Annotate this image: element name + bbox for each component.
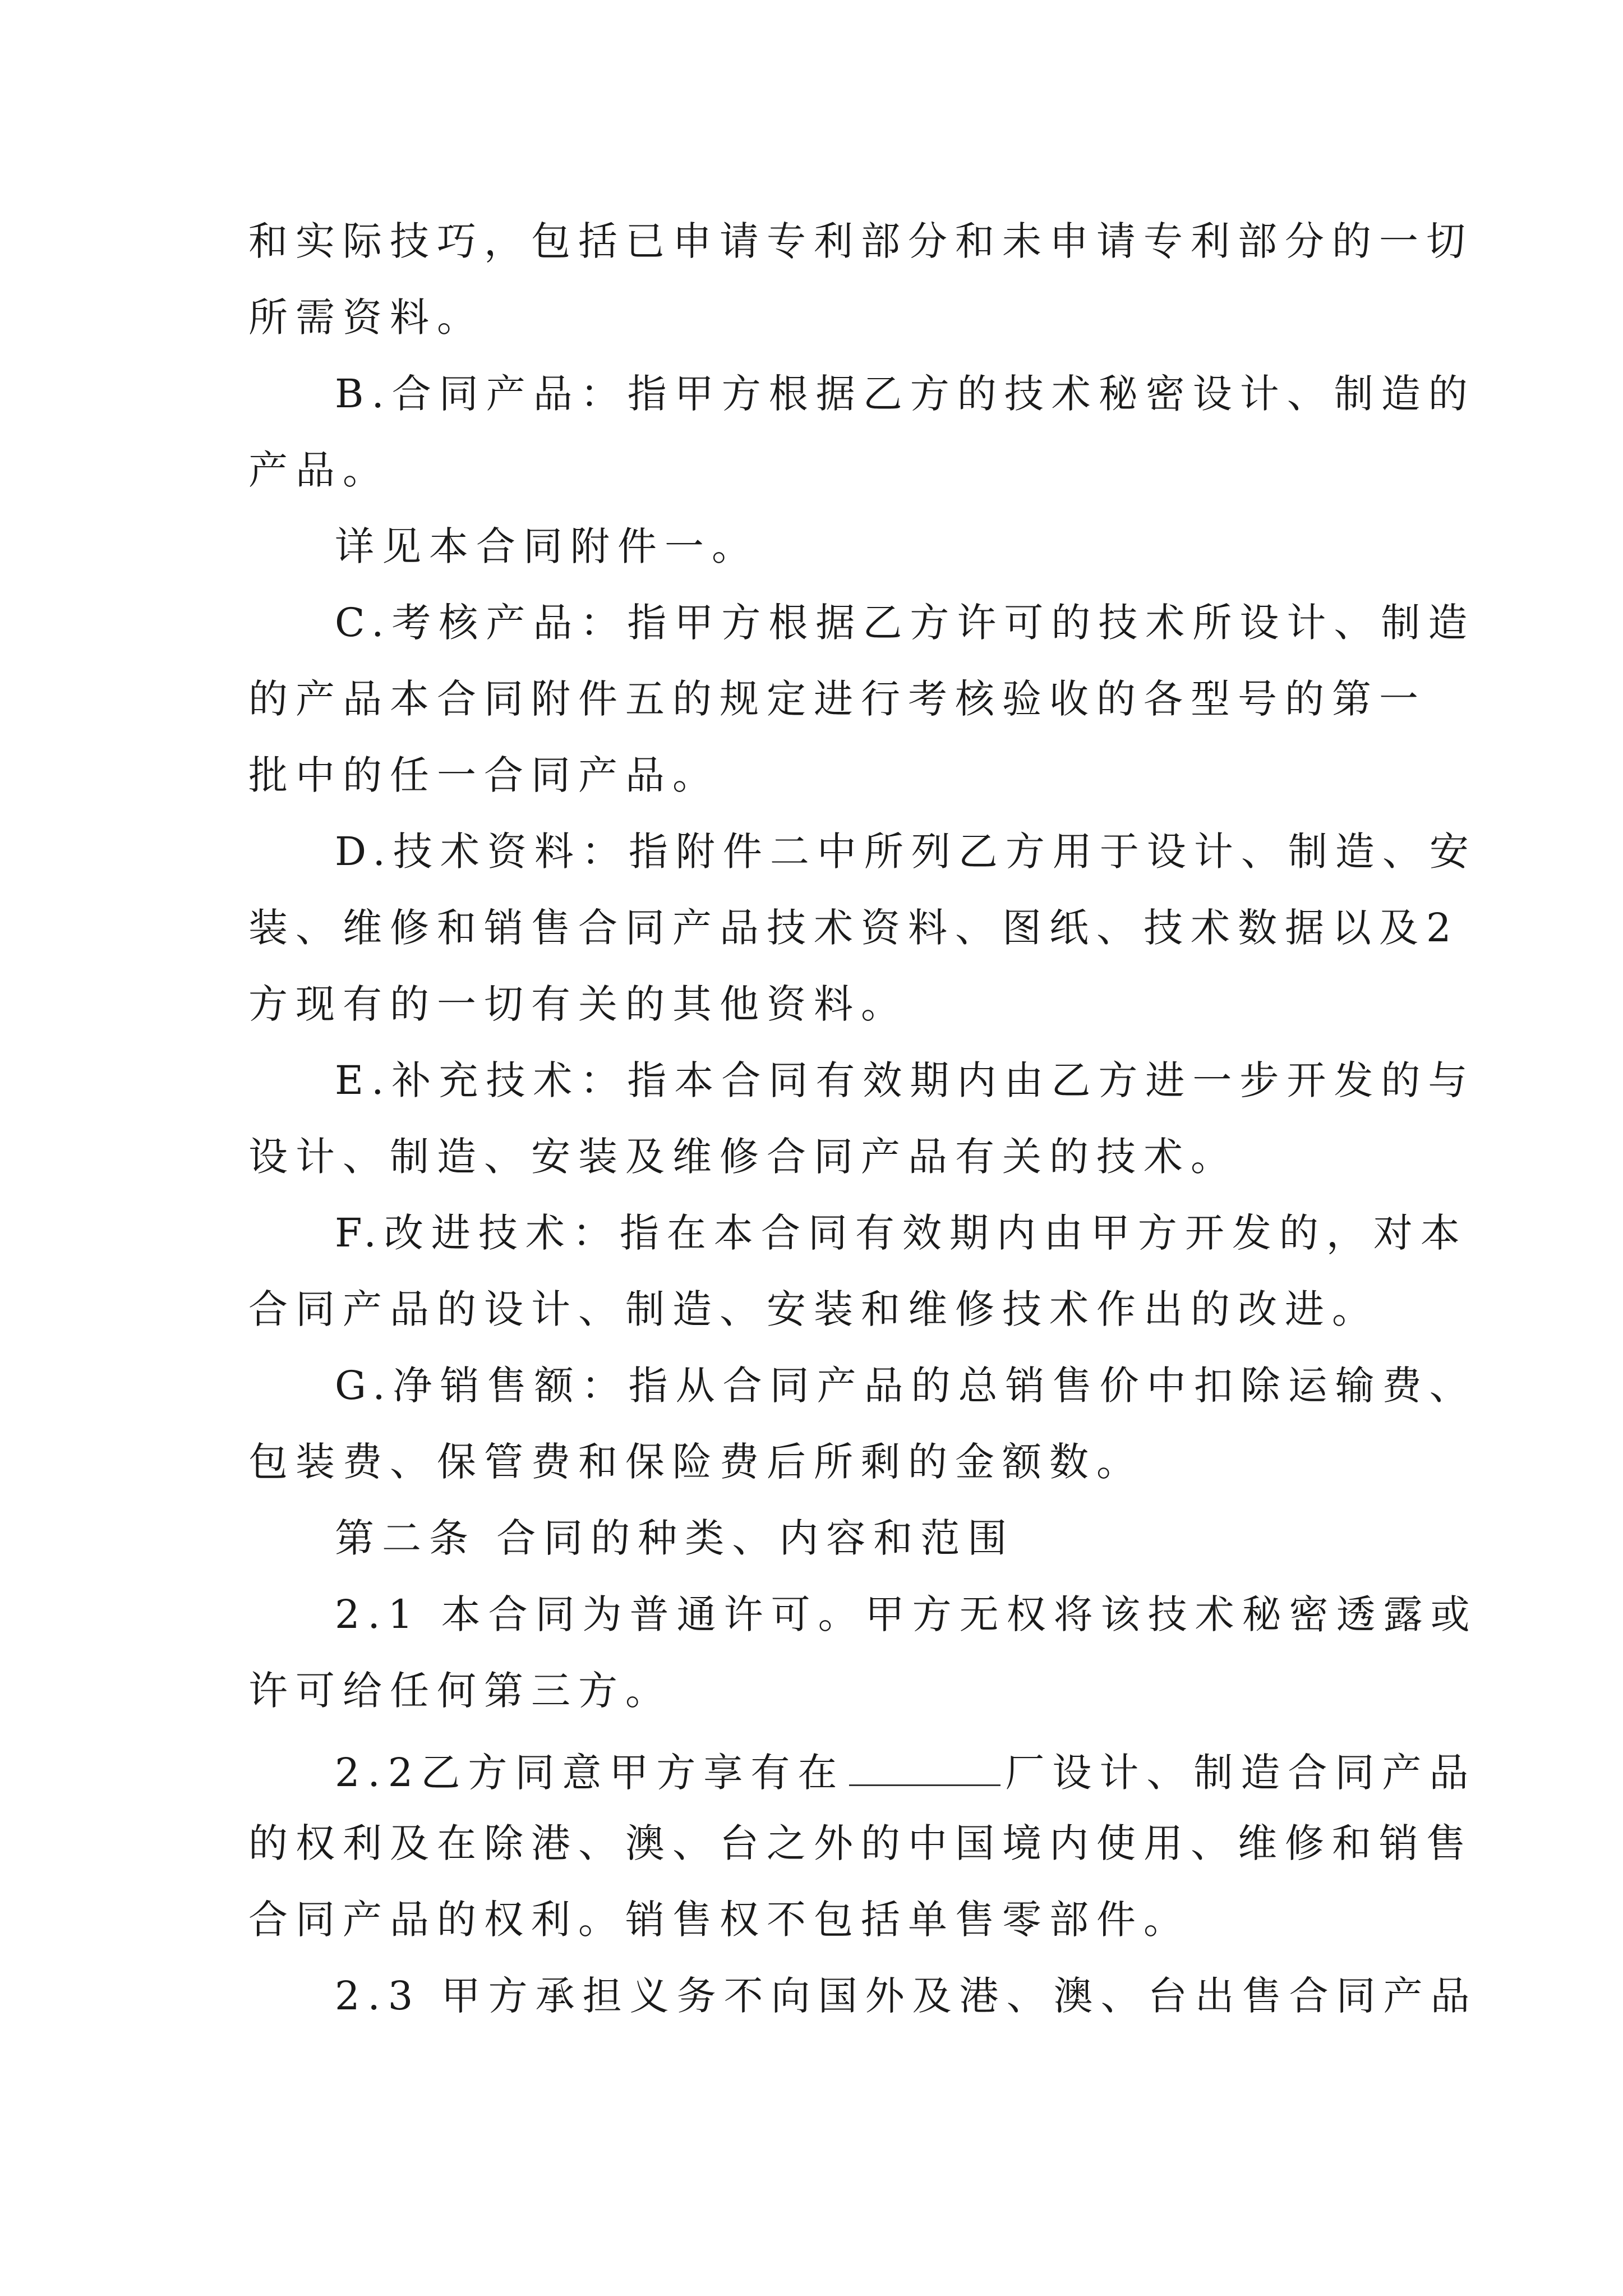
- paragraph-line: 包装费、保管费和保险费后所剩的金额数。: [248, 1439, 1144, 1485]
- paragraph-line: 合同产品的权利。销售权不包括单售零部件。: [248, 1897, 1191, 1943]
- clause-2-3-line: 2.3 甲方承担义务不向国外及港、澳、台出售合同产品: [335, 1973, 1478, 2019]
- article-heading: 第二条 合同的种类、内容和范围: [335, 1515, 1015, 1561]
- definition-b-line: B.合同产品：指甲方根据乙方的技术秘密设计、制造的: [335, 371, 1476, 417]
- paragraph-line: 许可给任何第三方。: [248, 1668, 672, 1714]
- paragraph-line: 设计、制造、安装及维修合同产品有关的技术。: [248, 1134, 1238, 1180]
- clause-2-2-text-start: 2.2乙方同意甲方享有在: [335, 1750, 845, 1796]
- clause-2-2-line: [335, 1747, 1477, 1796]
- definition-d-line: D.技术资料：指附件二中所列乙方用于设计、制造、安: [335, 829, 1477, 875]
- definition-f-line: F.改进技术：指在本合同有效期内由甲方开发的，对本: [335, 1210, 1468, 1256]
- paragraph-line: 装、维修和销售合同产品技术资料、图纸、技术数据以及2: [248, 905, 1459, 951]
- definition-g-line: G.净销售额：指从合同产品的总销售价中扣除运输费、: [335, 1363, 1477, 1409]
- paragraph-line: 的产品本合同附件五的规定进行考核验收的各型号的第一: [248, 676, 1426, 722]
- clause-2-2-text-end: 厂设计、制造合同产品: [1005, 1750, 1477, 1796]
- definition-e-line: E.补充技术：指本合同有效期内由乙方进一步开发的与: [335, 1057, 1476, 1103]
- paragraph-line: 合同产品的设计、制造、安装和维修技术作出的改进。: [248, 1286, 1379, 1332]
- fill-in-blank: [849, 1747, 1000, 1786]
- paragraph-line: 和实际技巧，包括已申请专利部分和未申请专利部分的一切: [248, 218, 1473, 264]
- paragraph-line: 详见本合同附件一。: [335, 523, 759, 569]
- paragraph-line: 的权利及在除港、澳、台之外的中国境内使用、维修和销售: [248, 1820, 1473, 1866]
- paragraph-line: 批中的任一合同产品。: [248, 752, 720, 798]
- clause-2-1-line: 2.1 本合同为普通许可。甲方无权将该技术秘密透露或: [335, 1591, 1478, 1637]
- paragraph-line: 所需资料。: [248, 295, 484, 341]
- definition-c-line: C.考核产品：指甲方根据乙方许可的技术所设计、制造: [335, 600, 1476, 646]
- paragraph-line: 方现有的一切有关的其他资料。: [248, 981, 908, 1027]
- paragraph-line: 产品。: [248, 447, 390, 493]
